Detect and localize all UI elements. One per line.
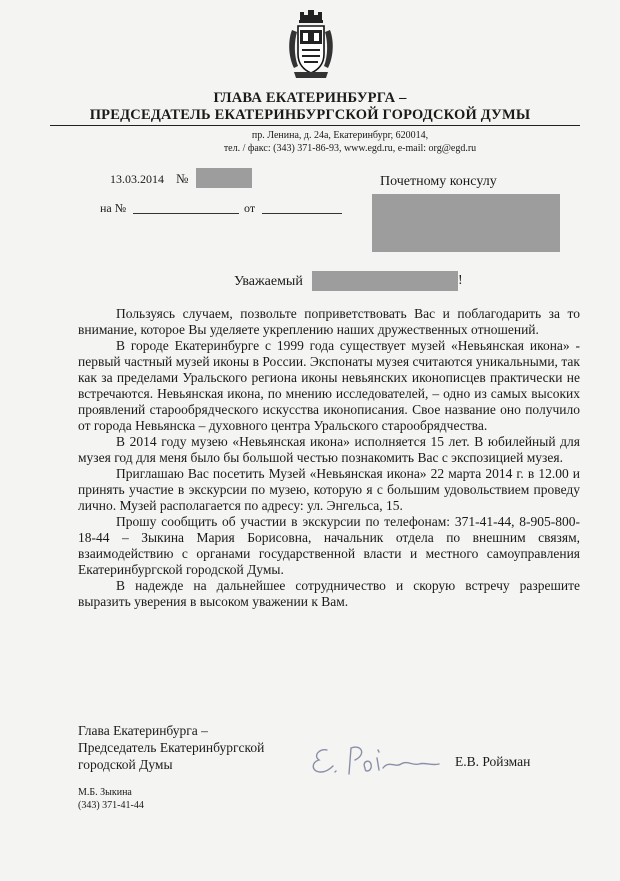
- letter-body: [78, 306, 580, 610]
- redacted-addressee: [372, 194, 560, 252]
- signatory-position-line1: Глава Екатеринбурга –: [78, 723, 208, 738]
- paragraph-invitation: Приглашаю Вас посетить Музей «Невьянская икона» 22 марта 2014 г. в 12.00 и принять участие в экскурсии по музею, которую я с большим удовольствием проведу лично. Музей располагается по адресу: ул. Энгельса, 15.: [78, 466, 580, 513]
- paragraph-contacts: Прошу сообщить об участии в экскурсии по телефонам: 371-41-44, 8-905-800-18-44 – Зыкина Мария Борисовна, начальник отдела по внешним связям, взаимодействию с органами государственной власти и местного самоуправления Екатеринбургской городской Думы.: [78, 514, 580, 577]
- redacted-addressee-name: [312, 271, 458, 291]
- paragraph-greeting: Пользуясь случаем, позвольте поприветствовать Вас и поблагодарить за то внимание, которое Вы уделяете укреплению наших дружественных отношений.: [78, 306, 580, 337]
- reply-to-number-line: [133, 213, 239, 214]
- letterhead-divider: [50, 125, 580, 126]
- salutation-suffix: !: [458, 273, 463, 288]
- redacted-outgoing-number: [196, 168, 252, 188]
- letterhead-contacts: тел. / факс: (343) 371-86-93, www.egd.ru, e-mail: org@egd.ru: [223, 143, 477, 154]
- letterhead-title-line1: ГЛАВА ЕКАТЕРИНБУРГА –: [213, 90, 407, 106]
- handwritten-signature: [305, 738, 445, 778]
- city-coat-of-arms-icon: [286, 6, 336, 84]
- executor-block: [78, 786, 144, 812]
- signatory-name: Е.В. Ройзман: [455, 754, 531, 769]
- letterhead-address: пр. Ленина, д. 24а, Екатеринбург, 620014,: [251, 130, 429, 141]
- executor-name: М.Б. Зыкина: [78, 787, 132, 798]
- signatory-position-line3: городской Думы: [78, 757, 173, 772]
- paragraph-anniversary: В 2014 году музею «Невьянская икона» исполняется 15 лет. В юбилейный для музея год для меня было бы большой честью познакомить Вас с экспозицией музея.: [78, 434, 580, 465]
- letter-date: 13.03.2014: [110, 172, 164, 186]
- signatory-position-line2: Председатель Екатеринбургской: [78, 740, 265, 755]
- reply-to-date-label: от: [244, 201, 256, 215]
- addressee-title: Почетному консулу: [380, 174, 497, 189]
- letterhead-title-line2: ПРЕДСЕДАТЕЛЬ ЕКАТЕРИНБУРГСКОЙ ГОРОДСКОЙ ДУМЫ: [89, 107, 531, 123]
- paragraph-museum: В городе Екатеринбурге с 1999 года существует музей «Невьянская икона» - первый частный музей иконы в России. Экспонаты музея считаются уникальными, так как за пределами Уральского региона иконы невьянских иконописцев практически не встречаются. Невьянская икона, по мнению исследователей, – одно из самых высоких проявлений старообрядческого искусства иконописания. Свое название оно получило от города Невьянска – духовного центра Уральского старообрядчества.: [78, 338, 580, 433]
- paragraph-closing: В надежде на дальнейшее сотрудничество и скорую встречу разрешите выразить уверения в высоком уважении к Вам.: [78, 578, 580, 609]
- outgoing-number-label: №: [176, 171, 189, 186]
- reply-to-number-label: на №: [100, 201, 127, 215]
- salutation-prefix: Уважаемый: [234, 274, 303, 289]
- reply-to-date-line: [262, 213, 342, 214]
- signatory-position: [78, 722, 264, 773]
- executor-phone: (343) 371-41-44: [78, 800, 144, 811]
